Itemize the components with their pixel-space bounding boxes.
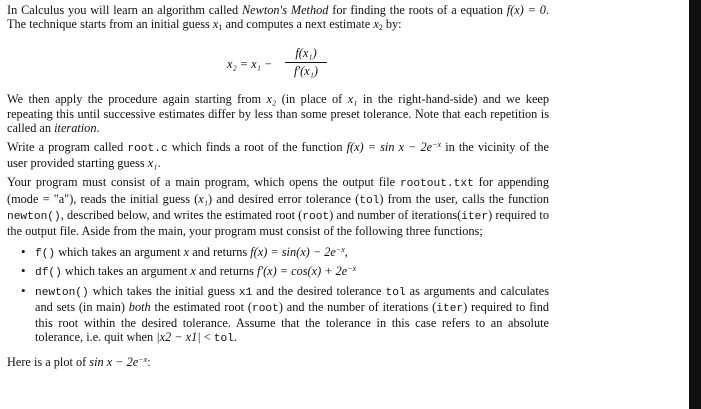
text: (in place of — [276, 92, 348, 107]
text: as arguments and calculates and sets (in main) — [35, 283, 549, 314]
function-code: df() — [35, 267, 62, 280]
text: ) required to find this root within the desired tolerance. Assume that the tolerance in this case refers to an absolute tolerance, i.e. quit when — [35, 299, 549, 345]
list-item — [35, 264, 549, 280]
text: < — [200, 330, 214, 345]
tol-code: tol — [213, 333, 234, 346]
var-x: x — [183, 245, 190, 260]
iter-code: iter — [436, 302, 464, 315]
text: : — [147, 355, 151, 370]
text: which takes an argument — [61, 264, 191, 279]
return-expression: f′(x) = cos(x) + 2e — [256, 264, 348, 279]
task-paragraph — [7, 140, 549, 170]
text: in the vicinity of the user provided starting guess — [7, 140, 549, 171]
text: . — [96, 120, 100, 135]
list-item — [35, 245, 549, 261]
text: for appending (mode = — [7, 175, 549, 206]
mode-value: "a" — [53, 191, 70, 206]
text: which takes the initial guess — [88, 283, 239, 298]
text: Write a program called — [7, 140, 128, 155]
var-x2: x₂ — [266, 92, 277, 107]
newton-code: newton() — [7, 210, 61, 223]
text: ) and number of iterations( — [329, 207, 462, 222]
text: and returns — [189, 245, 251, 260]
function-code: newton() — [35, 286, 89, 299]
text: . — [233, 330, 237, 345]
tol-code: tol — [385, 286, 406, 299]
filename-code: root.c — [127, 143, 168, 156]
fraction-numerator: f(x₁) — [285, 46, 327, 62]
var-x: x — [190, 264, 196, 279]
method-name: Newton's Method — [241, 3, 329, 17]
text: and computes a next estimate — [222, 17, 374, 32]
text: ) required to the output file. Aside from the main, your program must consist of the following three functions; — [7, 207, 549, 239]
var-x1: x₁ — [198, 191, 208, 206]
document-body — [7, 3, 549, 370]
scrollbar[interactable] — [689, 0, 701, 409]
superscript: −x — [138, 355, 148, 365]
function-expression: f(x) = sin x − 2e — [346, 140, 433, 155]
intro-paragraph — [7, 3, 549, 31]
var-x1: x₁ — [347, 92, 358, 107]
equation-inline: f(x) = 0 — [506, 3, 546, 17]
emphasis: both — [128, 299, 151, 314]
function-list — [7, 245, 549, 346]
text: , — [344, 245, 348, 260]
superscript: −x — [347, 264, 357, 274]
var-x1: x — [212, 17, 219, 32]
list-item — [35, 284, 549, 347]
iter-code: iter — [461, 210, 489, 223]
function-code: f() — [35, 248, 56, 261]
text: , described below, and writes the estimated root ( — [60, 207, 303, 222]
fraction-denominator: f′(x₁) — [293, 63, 319, 78]
subscript: 1 — [218, 23, 223, 33]
text: and returns — [195, 264, 257, 279]
text: for finding the roots of a equation — [328, 3, 507, 17]
program-paragraph — [7, 175, 549, 238]
return-expression: f(x) = sin(x) − 2e — [250, 245, 336, 260]
root-code: root — [302, 210, 330, 223]
x1-code: x1 — [238, 286, 253, 299]
text: ) and desired error tolerance ( — [208, 191, 360, 206]
text: in the right-hand-side) and we keep repeating this until successive estimates differ by less than some preset tolerance. Note that each repetition is called an — [7, 92, 550, 135]
root-code: root — [251, 302, 279, 315]
text: which takes an argument — [55, 245, 184, 260]
tolerance-condition: |x2 − x1| — [156, 330, 201, 345]
text: In Calculus you will learn an algorithm called — [7, 3, 242, 17]
text: and the desired tolerance — [252, 283, 386, 298]
text: We then apply the procedure again starting from — [7, 92, 267, 107]
var-x2: x — [373, 17, 379, 32]
subscript: 2 — [378, 23, 383, 33]
text: . The technique starts from an initial guess — [7, 3, 549, 32]
text: Here is a plot of — [7, 355, 90, 370]
text: which finds a root of the function — [167, 140, 347, 155]
var-x1: x₁ — [147, 156, 158, 171]
text: the estimated root ( — [150, 299, 252, 314]
superscript: −x — [335, 245, 345, 255]
superscript: −x — [432, 140, 442, 150]
equation-lhs: x₂ = x₁ − — [227, 57, 273, 72]
text: ) and the number of iterations ( — [278, 299, 437, 314]
equation-fraction — [285, 46, 327, 77]
function-expression: sin x − 2e — [89, 355, 139, 370]
newton-equation — [7, 46, 549, 82]
iteration-term: iteration — [54, 120, 97, 135]
text: ) from the user, calls the function — [379, 191, 550, 206]
text: by: — [382, 17, 402, 32]
tol-code: tol — [359, 194, 380, 207]
plot-intro — [7, 355, 549, 369]
text: . — [157, 156, 161, 171]
text: ), reads the initial guess ( — [69, 191, 199, 206]
text: Your program must consist of a main program, which opens the output file — [7, 175, 400, 190]
iteration-paragraph — [7, 92, 549, 135]
output-filename-code: rootout.txt — [399, 178, 474, 191]
